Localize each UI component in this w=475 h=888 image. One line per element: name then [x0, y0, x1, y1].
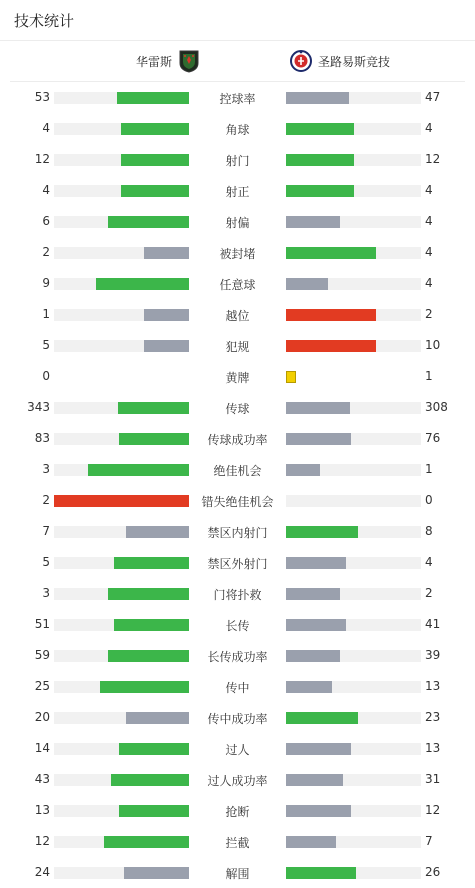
- away-bar-track: [286, 433, 421, 445]
- home-bar-fill: [121, 154, 189, 166]
- home-bar-track: [54, 526, 189, 538]
- home-bar-fill: [114, 557, 189, 569]
- home-value: 14: [34, 741, 50, 755]
- away-value: 76: [425, 431, 441, 445]
- away-bar-fill: [286, 433, 351, 445]
- away-bar-fill: [286, 340, 376, 352]
- home-bar-fill: [118, 402, 189, 414]
- stat-label: 错失绝佳机会: [201, 495, 274, 509]
- home-bar-fill: [100, 681, 189, 693]
- home-bar-fill: [121, 185, 189, 197]
- away-bar-fill: [286, 154, 354, 166]
- stat-row: [0, 795, 475, 826]
- away-value: 4: [425, 245, 433, 259]
- stat-label: 越位: [225, 309, 250, 323]
- stat-row: [0, 609, 475, 640]
- stat-row: [0, 113, 475, 144]
- home-value: 5: [42, 338, 50, 352]
- away-bar-fill: [286, 247, 376, 259]
- away-bar-track: [286, 247, 421, 259]
- stat-row: [0, 702, 475, 733]
- away-bar-fill: [286, 216, 340, 228]
- home-bar-track: [54, 712, 189, 724]
- away-value: 0: [425, 493, 433, 507]
- away-value: 41: [425, 617, 441, 631]
- home-bar-track: [54, 278, 189, 290]
- stat-label: 射偏: [225, 216, 250, 230]
- home-value: 3: [42, 462, 50, 476]
- away-bar-track: [286, 774, 421, 786]
- away-bar-track: [286, 123, 421, 135]
- stat-row: [0, 268, 475, 299]
- away-bar-fill: [286, 650, 340, 662]
- stat-label: 任意球: [219, 278, 256, 292]
- home-value: 4: [42, 121, 50, 135]
- stat-row: [0, 826, 475, 857]
- away-bar-fill: [286, 557, 346, 569]
- home-value: 4: [42, 183, 50, 197]
- away-bar-track: [286, 154, 421, 166]
- away-value: 1: [425, 462, 433, 476]
- home-bar-track: [54, 867, 189, 879]
- home-value: 51: [34, 617, 50, 631]
- away-value: 8: [425, 524, 433, 538]
- away-bar-fill: [286, 278, 328, 290]
- away-value: 23: [425, 710, 441, 724]
- home-bar-track: [54, 216, 189, 228]
- home-bar-fill: [114, 619, 189, 631]
- home-bar-fill: [117, 92, 189, 104]
- stat-label: 射正: [225, 185, 250, 199]
- away-bar-track: [286, 650, 421, 662]
- away-value: 4: [425, 214, 433, 228]
- away-value: 26: [425, 865, 441, 879]
- home-bar-fill: [126, 712, 189, 724]
- home-bar-fill: [104, 836, 189, 848]
- away-value: 12: [425, 152, 441, 166]
- home-value: 12: [34, 152, 50, 166]
- home-bar-track: [54, 433, 189, 445]
- stat-row: [0, 640, 475, 671]
- away-value: 13: [425, 679, 441, 693]
- away-value: 4: [425, 276, 433, 290]
- yellow-card-icon: [286, 371, 296, 383]
- home-bar-fill: [124, 867, 189, 879]
- away-bar-track: [286, 309, 421, 321]
- stat-label: 过人: [225, 743, 250, 757]
- home-value: 1: [42, 307, 50, 321]
- home-bar-fill: [108, 588, 189, 600]
- stat-row: [0, 578, 475, 609]
- home-bar-track: [54, 154, 189, 166]
- away-bar-fill: [286, 123, 354, 135]
- san-luis-crest-icon: [290, 49, 312, 73]
- stat-row: [0, 857, 475, 888]
- home-bar-fill: [144, 340, 189, 352]
- stat-label: 绝佳机会: [213, 464, 262, 478]
- away-bar-track: [286, 216, 421, 228]
- away-value: 1: [425, 369, 433, 383]
- home-bar-track: [54, 340, 189, 352]
- stat-label: 禁区内射门: [207, 526, 268, 540]
- stat-label: 过人成功率: [207, 774, 268, 788]
- stat-label: 传中: [225, 681, 250, 695]
- away-bar-fill: [286, 588, 340, 600]
- home-bar-track: [54, 402, 189, 414]
- home-bar-track: [54, 743, 189, 755]
- stat-label: 犯规: [225, 340, 250, 354]
- home-value: 7: [42, 524, 50, 538]
- home-bar-track: [54, 185, 189, 197]
- home-bar-fill: [119, 743, 189, 755]
- home-value: 13: [34, 803, 50, 817]
- stat-label: 禁区外射门: [207, 557, 268, 571]
- home-bar-track: [54, 92, 189, 104]
- away-bar-fill: [286, 743, 351, 755]
- stat-row: [0, 237, 475, 268]
- stat-label: 长传成功率: [207, 650, 268, 664]
- away-bar-fill: [286, 681, 332, 693]
- away-bar-track: [286, 340, 421, 352]
- away-bar-track: [286, 278, 421, 290]
- home-bar-track: [54, 619, 189, 631]
- stat-row: [0, 299, 475, 330]
- away-bar-track: [286, 185, 421, 197]
- home-value: 43: [34, 772, 50, 786]
- away-bar-track: [286, 402, 421, 414]
- away-bar-fill: [286, 526, 358, 538]
- home-bar-fill: [121, 123, 189, 135]
- stat-label: 拦截: [225, 836, 250, 850]
- away-bar-track: [286, 867, 421, 879]
- away-bar-track: [286, 495, 421, 507]
- home-value: 0: [42, 369, 50, 383]
- home-value: 20: [34, 710, 50, 724]
- home-team-name: 华雷斯: [135, 54, 172, 69]
- home-value: 83: [34, 431, 50, 445]
- home-value: 2: [42, 245, 50, 259]
- away-value: 4: [425, 183, 433, 197]
- home-team[interactable]: [136, 49, 200, 73]
- away-value: 2: [425, 586, 433, 600]
- page-title: 技术统计: [14, 12, 75, 30]
- away-bar-fill: [286, 619, 346, 631]
- home-value: 3: [42, 586, 50, 600]
- away-bar-fill: [286, 185, 354, 197]
- away-bar-track: [286, 526, 421, 538]
- away-value: 39: [425, 648, 441, 662]
- home-bar-fill: [54, 495, 189, 507]
- away-value: 4: [425, 121, 433, 135]
- stat-row: [0, 144, 475, 175]
- stat-row: [0, 361, 475, 392]
- home-bar-track: [54, 774, 189, 786]
- home-value: 59: [34, 648, 50, 662]
- home-bar-track: [54, 557, 189, 569]
- home-value: 6: [42, 214, 50, 228]
- stat-label: 门将扑救: [213, 588, 262, 602]
- stat-row: [0, 175, 475, 206]
- home-bar-track: [54, 681, 189, 693]
- home-value: 53: [34, 90, 50, 104]
- away-bar-track: [286, 464, 421, 476]
- home-value: 9: [42, 276, 50, 290]
- away-value: 10: [425, 338, 441, 352]
- away-bar-fill: [286, 712, 358, 724]
- away-bar-track: [286, 743, 421, 755]
- stat-label: 传中成功率: [207, 712, 268, 726]
- away-value: 308: [425, 400, 448, 414]
- away-value: 13: [425, 741, 441, 755]
- away-value: 4: [425, 555, 433, 569]
- home-value: 2: [42, 493, 50, 507]
- home-bar-fill: [144, 309, 189, 321]
- away-bar-track: [286, 92, 421, 104]
- stat-label: 黄牌: [225, 371, 250, 385]
- stat-row: [0, 206, 475, 237]
- away-team-name: 圣路易斯竞技: [318, 54, 391, 69]
- home-bar-track: [54, 123, 189, 135]
- home-value: 25: [34, 679, 50, 693]
- away-bar-fill: [286, 92, 349, 104]
- home-bar-track: [54, 247, 189, 259]
- home-value: 5: [42, 555, 50, 569]
- away-bar-track: [286, 681, 421, 693]
- away-bar-track: [286, 557, 421, 569]
- stat-row: [0, 733, 475, 764]
- away-value: 31: [425, 772, 441, 786]
- away-bar-fill: [286, 836, 336, 848]
- home-bar-fill: [96, 278, 189, 290]
- away-bar-track: [286, 836, 421, 848]
- home-bar-track: [54, 588, 189, 600]
- home-value: 24: [34, 865, 50, 879]
- stat-label: 传球成功率: [207, 433, 268, 447]
- stat-row: [0, 82, 475, 113]
- stat-label: 角球: [225, 123, 250, 137]
- home-value: 343: [27, 400, 50, 414]
- stat-label: 抢断: [225, 805, 250, 819]
- home-bar-track: [54, 309, 189, 321]
- stats-list: [0, 82, 475, 888]
- away-bar-track: [286, 805, 421, 817]
- away-bar-fill: [286, 774, 343, 786]
- stat-row: [0, 330, 475, 361]
- away-bar-fill: [286, 402, 350, 414]
- stat-row: [0, 516, 475, 547]
- stat-row: [0, 454, 475, 485]
- home-bar-track: [54, 805, 189, 817]
- stat-row: [0, 671, 475, 702]
- away-team[interactable]: [290, 49, 390, 73]
- stat-label: 控球率: [219, 92, 256, 106]
- away-bar-fill: [286, 309, 376, 321]
- away-value: 2: [425, 307, 433, 321]
- stat-label: 被封堵: [219, 247, 256, 261]
- home-bar-fill: [144, 247, 189, 259]
- juarez-crest-icon: [178, 49, 200, 73]
- away-value: 47: [425, 90, 441, 104]
- stat-label: 解围: [225, 867, 250, 881]
- stat-row: [0, 423, 475, 454]
- home-bar-fill: [108, 216, 189, 228]
- stat-row: [0, 764, 475, 795]
- home-bar-track: [54, 495, 189, 507]
- home-bar-fill: [108, 650, 189, 662]
- stat-label: 长传: [225, 619, 250, 633]
- home-bar-track: [54, 836, 189, 848]
- away-value: 12: [425, 803, 441, 817]
- home-bar-fill: [126, 526, 189, 538]
- away-bar-track: [286, 619, 421, 631]
- away-bar-track: [286, 588, 421, 600]
- away-bar-fill: [286, 805, 351, 817]
- home-bar-track: [54, 650, 189, 662]
- away-bar-fill: [286, 464, 320, 476]
- home-bar-fill: [88, 464, 189, 476]
- stat-label: 射门: [225, 154, 250, 168]
- away-bar-fill: [286, 867, 356, 879]
- stat-label: 传球: [225, 402, 250, 416]
- header: [0, 0, 475, 41]
- home-bar-fill: [111, 774, 189, 786]
- away-bar-track: [286, 712, 421, 724]
- stat-row: [0, 547, 475, 578]
- teams-header: [10, 41, 465, 82]
- home-bar-track: [54, 464, 189, 476]
- home-bar-fill: [119, 433, 189, 445]
- stat-row: [0, 485, 475, 516]
- stat-row: [0, 392, 475, 423]
- home-bar-fill: [119, 805, 189, 817]
- home-value: 12: [34, 834, 50, 848]
- away-value: 7: [425, 834, 433, 848]
